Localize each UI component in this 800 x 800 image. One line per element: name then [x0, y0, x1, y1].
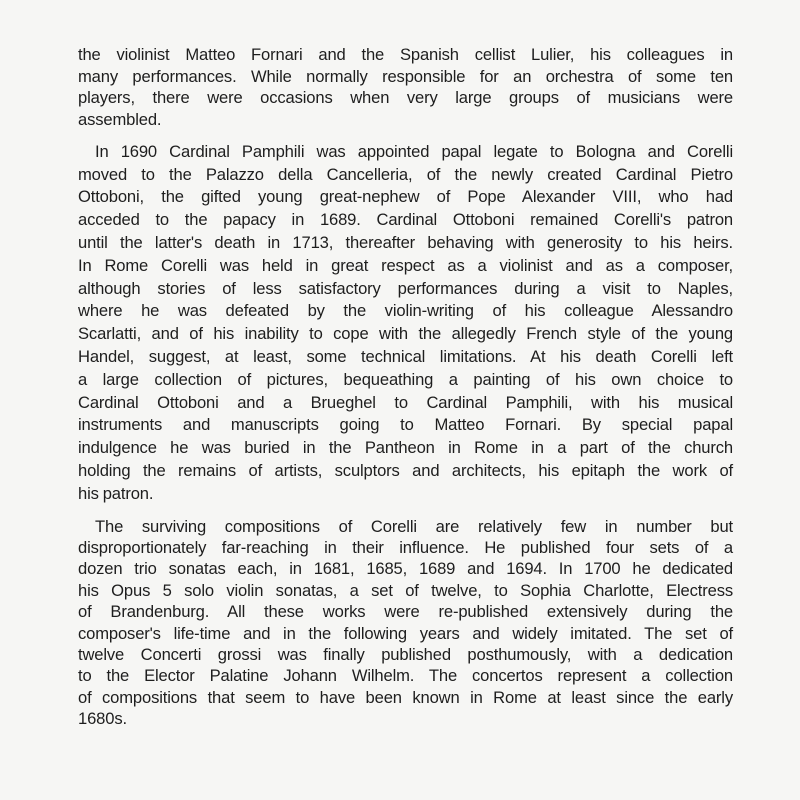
- text-line: his Opus 5 solo violin sonatas, a set of twelve, to Sophia Charlotte, Electress: [78, 580, 733, 600]
- text-line: where he was defeated by the violin-writing of his colleague Alessandro: [78, 301, 733, 321]
- text-line: dozen trio sonatas each, in 1681, 1685, 1689 and 1694. In 1700 he dedicated: [78, 559, 733, 579]
- text-line: indulgence he was buried in the Pantheon in Rome in a part of the church: [78, 438, 733, 458]
- text-line: many performances. While normally responsible for an orchestra of some ten: [78, 66, 733, 86]
- text-line: In Rome Corelli was held in great respect as a violinist and as a composer,: [78, 255, 733, 275]
- text-line: Cardinal Ottoboni and a Brueghel to Cardinal Pamphili, with his musical: [78, 392, 733, 412]
- text-line: of compositions that seem to have been known in Rome at least since the early: [78, 687, 733, 707]
- paragraph-2: [78, 141, 733, 506]
- text-line: his patron.: [78, 483, 154, 503]
- text-line: instruments and manuscripts going to Matteo Fornari. By special papal: [78, 415, 733, 435]
- text-line: Scarlatti, and of his inability to cope with the allegedly French style of the young: [78, 324, 733, 344]
- text-line: until the latter's death in 1713, thereafter behaving with generosity to his heirs.: [78, 233, 733, 253]
- text-line: Handel, suggest, at least, some technical limitations. At his death Corelli left: [78, 347, 733, 367]
- text-line: although stories of less satisfactory performances during a visit to Naples,: [78, 278, 733, 298]
- text-line: a large collection of pictures, bequeathing a painting of his own choice to: [78, 369, 733, 389]
- text-line: players, there were occasions when very large groups of musicians were: [78, 88, 733, 108]
- text-line: disproportionately far-reaching in their influence. He published four sets of a: [78, 538, 733, 558]
- text-line: In 1690 Cardinal Pamphili was appointed papal legate to Bologna and Corelli: [95, 141, 733, 161]
- text-line: assembled.: [78, 109, 162, 129]
- text-line: moved to the Palazzo della Cancelleria, of the newly created Cardinal Pietro: [78, 164, 733, 184]
- text-line: acceded to the papacy in 1689. Cardinal Ottoboni remained Corelli's patron: [78, 210, 733, 230]
- text-line: 1680s.: [78, 709, 127, 729]
- paragraph-3: [78, 516, 733, 730]
- text-line: Ottoboni, the gifted young great-nephew of Pope Alexander VIII, who had: [78, 187, 733, 207]
- text-line: the violinist Matteo Fornari and the Spanish cellist Lulier, his colleagues in: [78, 45, 733, 64]
- text-line: holding the remains of artists, sculptors and architects, his epitaph the work of: [78, 461, 733, 481]
- document-page: [78, 44, 733, 730]
- text-line: of Brandenburg. All these works were re-published extensively during the: [78, 602, 733, 622]
- text-line: to the Elector Palatine Johann Wilhelm. The concertos represent a collection: [78, 666, 733, 686]
- text-line: The surviving compositions of Corelli are relatively few in number but: [95, 516, 733, 536]
- text-line: twelve Concerti grossi was finally published posthumously, with a dedication: [78, 645, 733, 665]
- text-line: composer's life-time and in the following years and widely imitated. The set of: [78, 623, 733, 643]
- paragraph-1: [78, 44, 733, 130]
